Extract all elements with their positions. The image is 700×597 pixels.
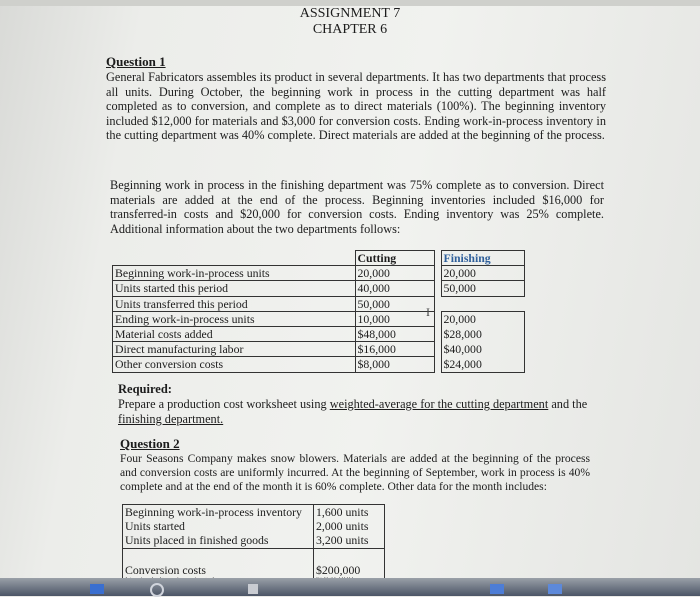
table-row <box>113 281 525 296</box>
finishing-value: 50,000 <box>441 281 524 296</box>
required-text-part: Prepare a production cost worksheet using <box>118 397 330 411</box>
cutting-header: Cutting <box>355 251 434 266</box>
finishing-value: $40,000 <box>441 342 524 357</box>
row-value: 2,000 units <box>314 519 385 533</box>
row-label: Units transferred this period <box>113 296 356 311</box>
finishing-value: $24,000 <box>441 357 524 372</box>
chapter-title: CHAPTER 6 <box>312 22 388 37</box>
question-2-title: Question 2 <box>120 436 180 451</box>
blue-marker-icon <box>490 584 504 594</box>
question-1-title: Question 1 <box>106 54 166 69</box>
table-row <box>113 357 525 372</box>
row-label: Units started <box>123 519 314 533</box>
table-row <box>113 311 525 326</box>
question-1-paragraph-1: General Fabricators assembles its product in several departments. It has two departments that process all units. During October, the beginning work in process in the cutting department was half completed as to conversion, and complete as to direct materials (100%). The beginning inventory included $12,000 for materials and $3,000 for conversion costs. Ending work-in-process inventory in the cutting department was 40% complete. Direct materials are added at the beginning of the process. <box>106 70 606 143</box>
table-row <box>123 519 385 533</box>
required-text-part: and the <box>548 397 588 411</box>
row-label: Direct manufacturing labor <box>113 342 356 357</box>
finishing-value: 20,000 <box>441 266 524 281</box>
question-2-data-table <box>122 504 385 585</box>
screen-bottom-edge <box>0 578 700 596</box>
required-text-underlined: weighted-average for the cutting department <box>329 397 549 411</box>
table-row <box>123 533 385 548</box>
row-value: $200,000 <box>314 563 385 577</box>
row-label: Beginning work-in-process inventory <box>123 505 314 520</box>
table-header-row <box>113 251 525 266</box>
required-text <box>118 397 598 426</box>
row-label: Units placed in finished goods <box>123 533 314 548</box>
table-row <box>113 296 525 311</box>
row-value: 3,200 units <box>314 533 385 548</box>
row-label: Units started this period <box>113 281 356 296</box>
table-row <box>123 505 385 520</box>
circle-icon <box>150 583 164 597</box>
question-2-paragraph: Four Seasons Company makes snow blowers. Materials are added at the beginning of the process and conversion costs are uniformly incurred. At the beginning of September, work in process is 40% complete and at the end of the month it is 60% complete. Other data for the month includes: <box>120 452 590 493</box>
finishing-value: $28,000 <box>441 326 524 341</box>
text-cursor-icon: I <box>426 305 430 319</box>
cutting-value: 50,000 <box>355 296 434 311</box>
row-label: Beginning work-in-process units <box>113 266 356 281</box>
finishing-header: Finishing <box>441 251 524 266</box>
question-1-paragraph-2: Beginning work in process in the finishing department was 75% complete as to conversion. Direct materials are added at the end of the process. Beginning inventories included $16,000 for transferred-in costs and $20,000 for conversion costs. Ending inventory was 25% complete. Additional information about the two departments follows: <box>110 178 604 236</box>
finishing-value <box>441 296 524 311</box>
table-spacer <box>123 548 385 563</box>
row-label: Other conversion costs <box>113 357 356 372</box>
gray-marker-icon <box>248 584 258 594</box>
row-label: Material costs added <box>113 326 356 341</box>
row-value: 1,600 units <box>314 505 385 520</box>
table-row <box>113 326 525 341</box>
required-text-underlined: finishing department. <box>118 411 224 426</box>
cutting-value: $8,000 <box>355 357 434 372</box>
cutting-value: 10,000 <box>355 311 434 326</box>
cutting-value: $16,000 <box>355 342 434 357</box>
table-row <box>113 342 525 357</box>
cutting-value: $48,000 <box>355 326 434 341</box>
assignment-title: ASSIGNMENT 7 <box>299 6 401 21</box>
cutting-value: 40,000 <box>355 281 434 296</box>
cutting-value: 20,000 <box>355 266 434 281</box>
table-row <box>123 563 385 577</box>
blue-marker-icon <box>548 584 562 594</box>
table-row <box>113 266 525 281</box>
question-1-data-table <box>112 250 525 373</box>
required-label: Required: <box>118 382 172 396</box>
finishing-value: 20,000 <box>441 311 524 326</box>
blue-marker-icon <box>90 584 104 594</box>
row-label: Ending work-in-process units <box>113 311 356 326</box>
row-label: Conversion costs <box>123 563 314 577</box>
